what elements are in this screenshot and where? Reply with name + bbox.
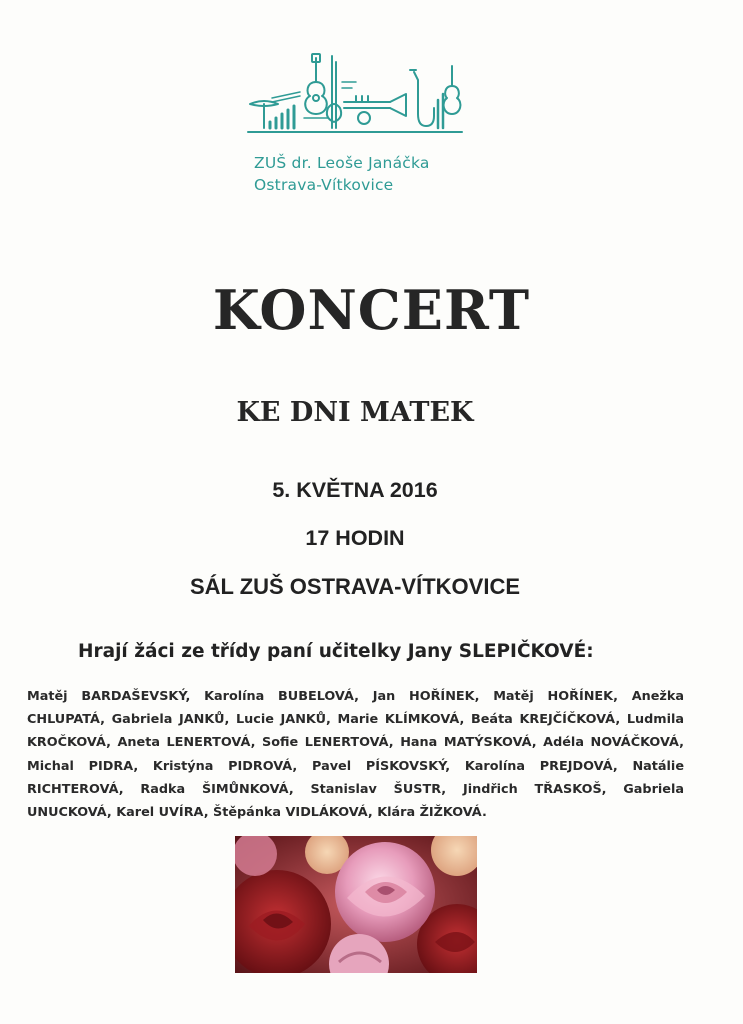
roses-photo bbox=[235, 836, 477, 973]
piano-keys-icon bbox=[272, 92, 300, 102]
cymbal-icon bbox=[250, 101, 278, 128]
school-name-line1: ZUŠ dr. Leoše Janáčka bbox=[254, 154, 430, 172]
event-date: 5. KVĚTNA 2016 bbox=[272, 478, 438, 502]
event-title: KONCERT bbox=[212, 278, 531, 342]
xylophone-icon bbox=[270, 106, 294, 128]
bar-lines-icon bbox=[438, 94, 443, 128]
performers-list: Matěj BARDAŠEVSKÝ, Karolína BUBELOVÁ, Jan HOŘÍNEK, Matěj HOŘÍNEK, Anežka CHLUPATÁ, Gabriela JANKŮ, Lucie JANKŮ, Marie KLÍMKOVÁ, Beáta KREJČÍČKOVÁ, Ludmila KROČKOVÁ, Aneta LENERTOVÁ, Sofie LENERTOVÁ, Hana MATÝSKOVÁ, Adéla NOVÁČKOVÁ, Michal PIDRA, Kristýna PIDROVÁ, Pavel PÍSKOVSKÝ, Karolína PREJDOVÁ, Natálie RICHTEROVÁ, Radka ŠIMŮNKOVÁ, Stanislav ŠUSTR, Jindřich TŘASKOŠ, Gabriela UNUCKOVÁ, Karel UVÍRA, Štěpánka VIDLÁKOVÁ, Klára ŽIŽKOVÁ. bbox=[27, 689, 684, 821]
double-bass-icon bbox=[327, 56, 341, 128]
saxophone-icon bbox=[410, 70, 434, 126]
event-subtitle: KE DNI MATEK bbox=[236, 397, 474, 428]
event-time: 17 HODIN bbox=[305, 526, 405, 550]
school-logo bbox=[244, 52, 466, 138]
trumpet-icon bbox=[344, 94, 406, 124]
event-venue: SÁL ZUŠ OSTRAVA-VÍTKOVICE bbox=[189, 574, 521, 599]
performers-intro: Hrají žáci ze třídy paní učitelky Jany SLEPIČKOVÉ: bbox=[78, 641, 594, 662]
school-name-line2: Ostrava-Vítkovice bbox=[254, 176, 394, 194]
violin-icon bbox=[444, 66, 461, 114]
school-name bbox=[254, 152, 430, 196]
roses-image bbox=[235, 836, 477, 973]
guitar-icon bbox=[305, 54, 327, 114]
